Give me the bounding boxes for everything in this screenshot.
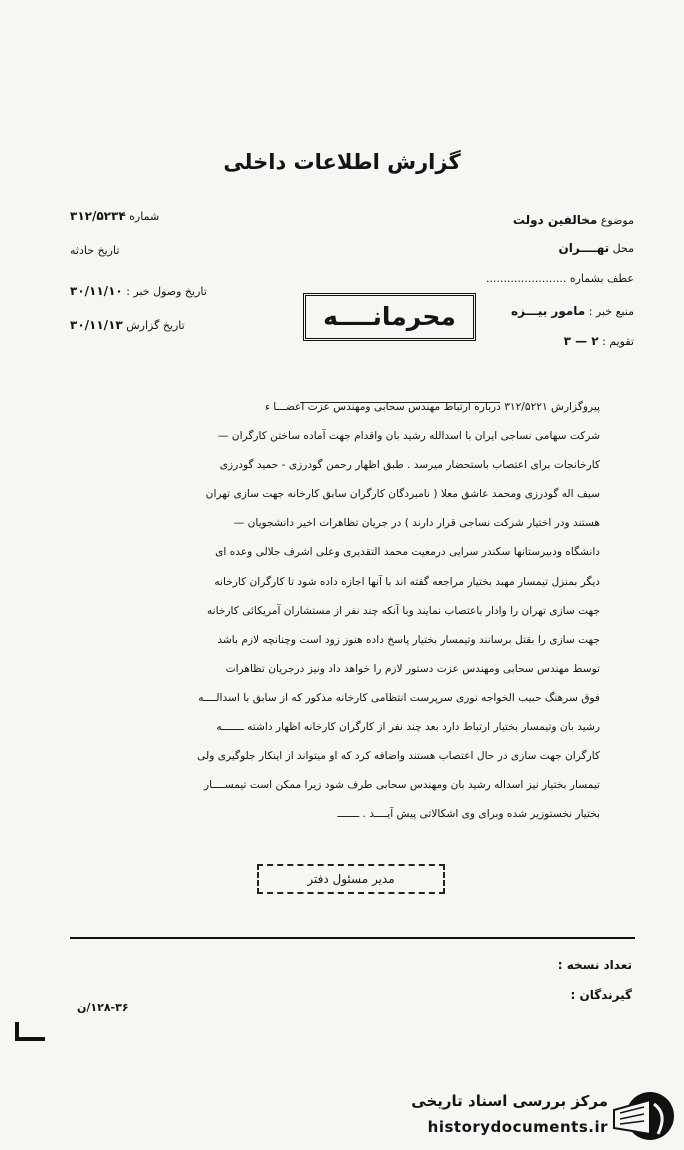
body-line: تیمسار بختیار نیز اسداله رشید بان ومهندس سحابی طرف شود زیرا ممکن است تیمســــار: [204, 779, 600, 792]
body-line: دیگر بمنزل تیمسار مهبد بختیار مراجعه گفته اند با آنها اجازه داده شود تا کارگران کارخانه: [214, 575, 600, 588]
signature-stamp: مدیر مسئول دفتر: [257, 864, 445, 894]
document-title: گزارش اطلاعات داخلی: [223, 150, 461, 174]
number-row: [70, 209, 159, 223]
body-line: فوق سرهنگ حبیب الخواجه نوری سرپرست انتظامی کارخانه مذکور که از سابق با اسدالــــه: [198, 691, 600, 704]
source-value: مامور بیـــزه: [510, 304, 586, 318]
evaluation-value: ۲ — ۳: [563, 334, 599, 348]
report-body: [95, 393, 600, 829]
body-line: رشید بان وتیمسار بختیار ارتباط دارد بعد چند نفر از کارگران کارخانه اظهار داشته ـــــــه: [216, 721, 600, 734]
body-line: شرکت سهامی نساجی ایران با اسدالله رشید بان واقدام جهت آماده ساختن کارگران —: [217, 430, 600, 443]
place-row: [559, 241, 634, 255]
following-label: عطف بشماره: [569, 272, 634, 285]
receipt-date-label: تاریخ وصول خبر :: [126, 285, 207, 298]
evaluation-label: تقویم :: [602, 335, 634, 348]
corner-mark-icon: [14, 1020, 48, 1042]
archive-number: ۱۲۸-۳۶/ن: [77, 1001, 129, 1014]
body-line: جهت سازی تهران را وادار باعتصاب نمایند وبا آنکه چند نفر از مستشاران آمریکائی کارخانه: [206, 604, 600, 617]
confidential-stamp: محرمانــــه: [303, 293, 476, 341]
place-value: تهــــران: [558, 241, 610, 255]
following-row: [486, 272, 634, 285]
source-label: منبع خبر :: [588, 305, 634, 318]
receipt-date-value: ۳۰/۱۱/۱۰: [70, 284, 123, 298]
body-line: کارگران جهت سازی در حال اعتصاب هستند واضافه کرد که او میتواند از اینکار جلوگیری ولی: [197, 750, 600, 763]
body-line: دانشگاه ودبیرستانها سکندر سرایی درمعیت محمد التقدیری وعلی اشرف جلالی وعده ای: [215, 546, 600, 559]
subject-value: مخالفین دولت: [512, 213, 598, 227]
report-date-row: [70, 318, 185, 332]
body-line: توسط مهندس سحابی ومهندس عزت دستور لازم را خواهد داد ونیز درجریان تظاهرات: [225, 662, 600, 675]
body-line: بختیار نخستوزیر شده وبرای وی اشکالاتی پیش آیــــد . ـــــــ: [337, 808, 600, 821]
copies-label: تعداد نسخه :: [557, 958, 632, 972]
incident-date-row: [70, 244, 119, 257]
subject-row: [513, 213, 634, 227]
subject-label: موضوع: [600, 214, 634, 227]
incident-date-label: تاریخ حادثه: [70, 244, 120, 257]
body-line: کارخانجات برای اعتصاب باستحضار میرسد . طبق اظهار رحمن گودرزی - حمید گودرزی: [219, 459, 600, 472]
evaluation-row: [564, 334, 634, 348]
report-date-label: تاریخ گزارش: [126, 319, 185, 332]
recipients-label: گیرندگان :: [570, 988, 632, 1002]
receipt-date-row: [70, 284, 207, 298]
place-label: محل: [612, 242, 634, 255]
report-date-value: ۳۰/۱۱/۱۳: [70, 318, 123, 332]
body-line: پیروگزارش ۳۱۲/۵۲۲۱ درباره ارتباط مهندس سحابی ومهندس عزت اعضـــا ء: [264, 401, 600, 413]
source-row: [511, 304, 634, 318]
book-feather-icon: [610, 1090, 676, 1142]
number-value: ۳۱۲/۵۲۳۴: [70, 209, 126, 223]
body-line: جهت سازی را بقتل برسانند وتیمسار بختیار پاسخ داده هنوز زود است وچنانچه لازم باشد: [217, 633, 600, 646]
archive-center-url[interactable]: historydocuments.ir: [427, 1118, 608, 1136]
body-line: سیف اله گودرزی ومحمد عاشق معلا ( نامبردگان کارگران سابق کارخانه جهت سازی تهران: [205, 488, 600, 501]
footer-divider: [70, 937, 635, 939]
following-value: .......................: [485, 272, 567, 285]
number-label: شماره: [129, 210, 160, 223]
body-line: هستند ودر اختیار شرکت نساجی قرار دارند ) در جریان تظاهرات اخیر دانشجویان —: [233, 517, 600, 530]
archive-center-name: مرکز بررسی اسناد تاریخی: [411, 1092, 608, 1110]
